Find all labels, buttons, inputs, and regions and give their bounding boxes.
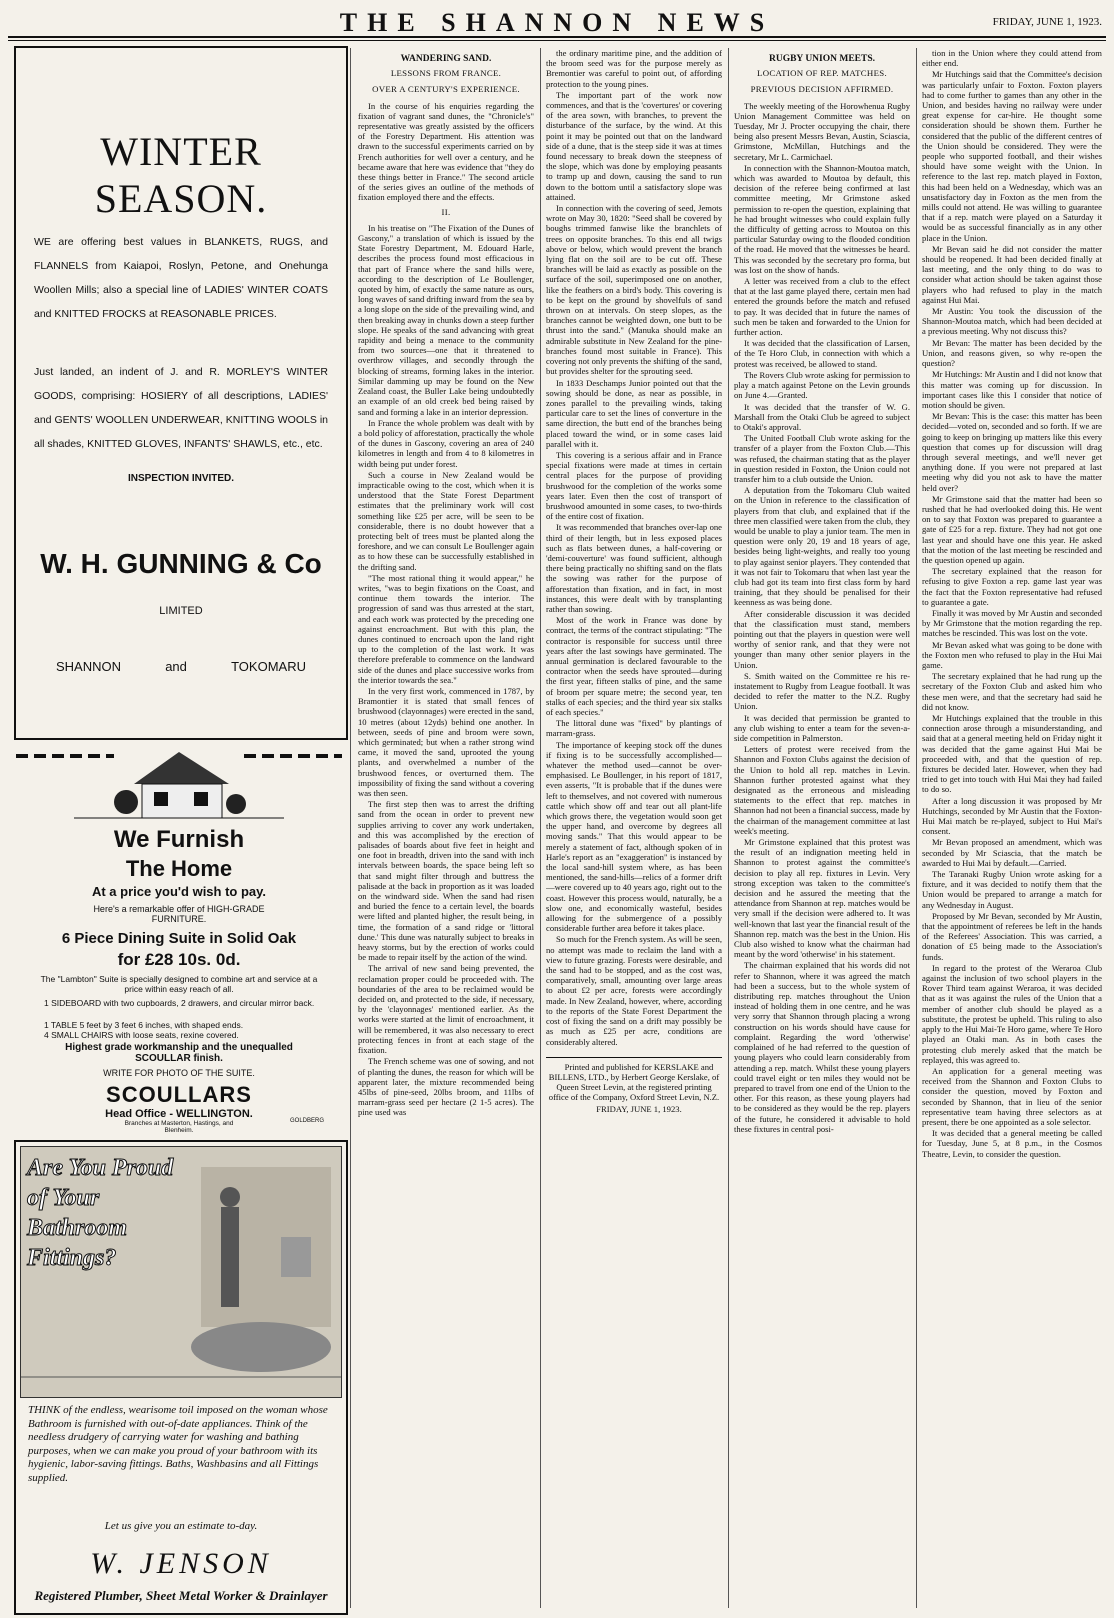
paragraph: The important part of the work now commences, and that is the 'covertures' or covering of the area sown, with branches, to prevent the disturbance of the surface, by the wind. At this point it may be pointed out that on the landward side of a dune, that is the steep side it was at times found necessary to break down the steepness of the slope, which was done by employing peasants to tramp up and down, causing the sand to run down to the bottom until a satisfactory slope was attained. xyxy=(546,89,722,202)
column-rule xyxy=(916,48,917,1608)
paragraph: Such a course in New Zealand would be impracticable owing to the cost, which when it is understood that the State Forest Department estimates that the preliminary work will cost something like £25 per acre, will be seen to be considerable, there is no doubt however that a protecting belt of trees must be planted along the foreshore, and we can consult Le Boullenger again as to how these can be successfully established in the drifting sand. xyxy=(358,469,534,572)
house-illustration xyxy=(14,744,344,824)
paragraph: S. Smith waited on the Committee re his re-instatement to Rugby from League football. It was decided to refer the matter to the N.Z. Rugby Union. xyxy=(734,670,910,712)
article-wandering-sand-cont xyxy=(546,48,722,1608)
ad-and: and xyxy=(165,659,187,674)
paragraph: It was decided that the transfer of W. G. Marshall from the Otaki Club be agreed to subject to Otaki's approval. xyxy=(734,401,910,432)
paragraph: "The most rational thing it would appear," he writes, "was to begin fixations on the Coast, and continue them towards the interior. The progression of sand was thus arrested at the start, and each work was protected by the preceding one against encroachment. But with this plan, the dunes continued to encroach upon the land right up to the completion of the last work. It was therefore preferable to commence on the landward side of the dunes and place successive works from the interior towards the sea." xyxy=(358,572,534,685)
paragraph: Mr Hutchings: Mr Austin and I did not know that this matter was coming up for discussion. In important cases like this I consider that notice of motion should be given. xyxy=(922,369,1102,410)
column-rule xyxy=(350,48,351,1608)
furnish-item-chairs: 4 SMALL CHAIRS with loose seats, rexine covered. xyxy=(44,1030,239,1040)
paragraph: The arrival of new sand being prevented, the reclamation proper could be proceeded with. The boundaries of the area to be reclaimed would be decided on, and protected to the side, if necessary, by the 'clayonnages' mentioned earlier. As the works were started at the limit of encroachment, it will be remembered, it was also necessary to erect protecting fences in front at each stage of the fixation. xyxy=(358,963,534,1056)
paragraph: In connection with the Shannon-Moutoa match, which was awarded to Moutoa by default, this decision of the referee being confirmed at last committee meeting, Mr Grimstone asked permission to re-open the question, explaining that he had brought witnesses who could explain fully the difficulty of getting across to Moutoa on this particular Saturday owing to the flooded condition of the road. He moved that the witnesses be heard. This was seconded by the secretary pro forma, but was lost on the show of hands. xyxy=(734,162,910,275)
scoullars-branches: Branches at Masterton, Hastings, and Blenheim. xyxy=(124,1120,234,1134)
paragraph: In France the whole problem was dealt with by a bold policy of afforestation, practically the whole of the dunes in Gascony, covering an area of 240 kilometres in length and from 4 to 8 kilometres in width being put under forest. xyxy=(358,417,534,469)
article-subheading: OVER A CENTURY'S EXPERIENCE. xyxy=(372,84,520,95)
jenson-text: THINK of the endless, wearisome toil imposed on the woman whose Bathroom is furnished with out-of-date appliances. Think of the needless drudgery of carrying water for washing and bathing purposes, when we can make you proud of your bathroom with its hygienic, labor-saving fittings. Baths, Washbasins and all Fittings supplied. xyxy=(28,1404,328,1484)
paragraph: The Rovers Club wrote asking for permission to play a match against Petone on the Levin grounds on June 4.—Granted. xyxy=(734,369,910,401)
furnish-line7: The "Lambton" Suite is specially designed to combine art and service at a price within easy reach of all. xyxy=(40,974,318,994)
scoullars-ad xyxy=(14,744,344,1134)
scoullars-office: Head Office - WELLINGTON. xyxy=(105,1108,253,1120)
paragraph: Mr Bevan said he did not consider the matter should be reopened. It had been decided finally at last meeting, and the only thing to do was to consider what action should be taken against those players who had refused to play in the match against Hui Mai. xyxy=(922,243,1102,305)
bathroom-caption: Are You Proud of Your Bathroom Fittings? xyxy=(27,1155,174,1271)
furnish-line4: Here's a remarkable offer of HIGH-GRADE FURNITURE. xyxy=(93,904,265,924)
furnish-item-table: 1 TABLE 5 feet by 3 feet 6 inches, with shaped ends. xyxy=(44,1020,244,1030)
paragraph: In his treatise on "The Fixation of the Dunes of Gascony," a translation of which is issued by the State Forestry Department, M. Edouard Harle, describes the process found most efficacious in that part of France where the sand hills were, according to the description of Le Boullenger, quoted by him, of exactly the same nature as ours, long waves of sand drifting inward from the sea by a long slope on the side of the prevailing wind, and then breaking away in chunks down a steep further slope. He speaks of the sand advancing with great rapidity and being a menace to the community from two sources—one that it threatened to overthrow villages, and secondly through the blocking of streams, forming lakes in the interior. Similar damming up may be found on the New Zealand coast, the Buller Lake being undoubtedly an example of an old creek bed being raised by sand and forming a lake in an interior depression. xyxy=(358,222,534,417)
furnish-line9: WRITE FOR PHOTO OF THE SUITE. xyxy=(103,1068,255,1078)
article-wandering-sand xyxy=(358,48,534,1608)
furnish-line5: 6 Piece Dining Suite in Solid Oak xyxy=(61,930,297,947)
paragraph: The French scheme was one of sowing, and not of planting the dunes, the reason for which will be apparent later, the mixture recommended being 45lbs of pine-seed, 20lbs broom, and 11lbs of marram-grass seed per hectare (2 1-5 acres). The pine used was xyxy=(358,1056,534,1118)
jenson-estimate: Let us give you an estimate to-day. xyxy=(104,1520,258,1532)
section-number: II. xyxy=(441,206,451,217)
paragraph: Mr Bevan: The matter has been decided by the Union, and reasons given, so why re-open the question? xyxy=(922,337,1102,369)
paragraph: Mr Hutchings said that the Committee's decision was particularly unfair to Foxton. Foxton players had to come further to games than any other in the Union, and besides having no railway were under great expense for car-hire. He thought some consideration should be shown them. Further he considered that the public of the different centres of the Union should be considered. They were the people who supported football, and their wishes should have some weight with the Union. In reference to the last rep. match played in Foxton, this had been held on a Wednesday, which was an unsatisfactory day in Foxton as the men from the mills could not attend. He was willing to guarantee that if a rep. match were played on a Saturday it would be as successful financially as in any other place in the Union. xyxy=(922,69,1102,243)
imprint-date: FRIDAY, JUNE 1, 1923. xyxy=(596,1103,682,1114)
paragraph: Mr Bevan: This is the case: this matter has been decided—voted on, seconded and so forth. If we are going to keep on bringing up matters like this every question that comes up for discussion will drag through several meetings, and we'll never get anything done. If you were not prepared at last meeting why did you not ask to have the matter held over? xyxy=(922,411,1102,493)
paragraph: The littoral dune was "fixed" by plantings of marram-grass. xyxy=(546,718,722,739)
paragraph: In regard to the protest of the Weraroa Club against the inclusion of two school players in the Rover Third team against Weraroa, it was decided that as it was against the rules of the Union that a member of another club should be played as a substitute, the protest be upheld. This ruling to also apply to the Hui Mai-Te Horo game, where Te Horo played an Otaki man. As in both cases the protesting club merely asked that the match be replayed, this was agreed to. xyxy=(922,962,1102,1065)
paragraph: The Taranaki Rugby Union wrote asking for a fixture, and it was decided to notify them that the Union would be prepared to arrange a match for any Wednesday in August. xyxy=(922,869,1102,910)
article-headline: WANDERING SAND. xyxy=(400,54,492,64)
paragraph: The secretary explained that he had rung up the secretary of the Foxton Club and asked him who these men were, and that the secretary had said he did not know. xyxy=(922,671,1102,712)
ad-town-tokomaru: TOKOMARU xyxy=(231,659,306,674)
paragraph: Proposed by Mr Bevan, seconded by Mr Austin, that the appointment of referees be left in the hands of the Referees' Association. This was carried, a donation of £5 being made to the Association's funds. xyxy=(922,910,1102,962)
paragraph: The chairman explained that his words did not refer to Shannon, where it was agreed the match had been a success, but to the whole system of distributing rep. matches throughout the Union instead of holding them in one centre, and he was very sorry that Shannon through placing a wrong construction on his words should have cause for complaint. Regarding the word 'otherwise' complained of he had referred to the question of young players who could learn considerably from attending a rep. match. Whilst these young players could travel eight or ten miles they would not be prepared to travel from one end of the Union to the other. For this reason, as these young players had to be considered as they would be the rep. players of the future, he considered it advisable to hold these fixtures in central posi- xyxy=(734,960,910,1134)
paragraph: So much for the French system. As will be seen, no attempt was made to reclaim the land with a view to future grazing. Forests were desirable, and the sand had to be stopped, and as the cost was, comparatively, small, amounting over large areas to about £2 per acre, forests were accordingly made. In New Zealand, however, where, according to the reports of the State Forest Department the cost of fixing the sand on a drift may possibly be as much as £25 per acre, conditions are considerably altered. xyxy=(546,934,722,1047)
paragraph: The weekly meeting of the Horowhenua Rugby Union Management Committee was held on Tuesday, Mr J. Procter occupying the chair, there being also present Messrs Bevan, Austin, Sciascia, Grimstone, McMillan, Hutchings and the secretary, Mr L. Carmichael. xyxy=(734,100,910,162)
paragraph: The first step then was to arrest the drifting sand from the ocean in order to prevent new supplies arriving to cover any work undertaken, and this was accomplished by the erection of palisades of boards about five feet in height and one foot in breadth, driven into the sand with inch intervals between boards, the space being left so that sand might filter through and buttress the palisade at the back in proportion as it was loaded on the windward side. When the sand had risen and buried the fence to a certain level, the boards were lifted and planted higher, the result being, in time, the formation of a sand ridge or 'littoral dune.' This dune was naturally subject to breaks in heavy storms, but by the erection of works could be made to repair itself by the action of the wind. xyxy=(358,799,534,963)
paragraph: It was recommended that branches over-lap one third of their length, but in less exposed places such as flats between dunes, a half-covering or 'demi-couverture' was found sufficient, although there being practically no shifting sand on the flats the sowing was rather for the purpose of afforestation than fixation, and in fact, in most instances, this were dealt with by transplanting rather than sowing. xyxy=(546,522,722,614)
furnish-line3: At a price you'd wish to pay. xyxy=(91,884,267,899)
column-rule xyxy=(540,48,541,1608)
ad-limited: LIMITED xyxy=(159,605,203,617)
bathroom-illustration xyxy=(20,1146,342,1398)
paragraph: Mr Grimstone explained that this protest was the result of an indignation meeting held in Shannon to protest against the committee's decision to play all rep. fixtures in Levin. Very strong exception was taken to the committee's decision and he assured the meeting that the attendance from Shannon at rep. matches would be very small if the decision were adhered to. It was well-known that last year the financial result of the Shannon rep. match was the best in the Union. His Club also wished to know what the chairman had meant by the word 'otherwise' in his statement. xyxy=(734,837,910,960)
issue-date: FRIDAY, JUNE 1, 1923. xyxy=(992,16,1102,28)
paragraph: Mr Bevan proposed an amendment, which was seconded by Mr Sciascia, that the match be awarded to Hui Mai by default.—Carried. xyxy=(922,837,1102,868)
masthead xyxy=(8,6,1106,38)
paragraph: In the very first work, commenced in 1787, by Bramontier it is stated that small fences of brushwood (clayonnages) were erected in the sand, 10 metres (about 12yds) behind one another. In between, seeds of pine and broom were sown, which germinated; but when a rather strong wind came, it moved the sand, uprooted the young plants, and overwhelmed a number of the brushwood fences, or overturned them. The impossibility of fixing the sand without a covering was then seen. xyxy=(358,685,534,799)
paragraph: Mr Bevan asked what was going to be done with the Foxton men who refused to play in the Hui Mai game. xyxy=(922,639,1102,670)
paragraph: After a long discussion it was proposed by Mr Hutchings, seconded by Mr Austin that the Foxton-Hui Mai match be re-played, subject to Hui Mai's consent. xyxy=(922,795,1102,837)
ad-firm-name: W. H. GUNNING & Co xyxy=(40,548,322,579)
masthead-rule xyxy=(8,40,1106,41)
paragraph: A deputation from the Tokomaru Club waited on the Union in reference to the classification of players from that club, and explained that if the three men classified were taken from the club, they would be unable to play a junior team. The men in question were only 20, 19 and 18 years of age, besides being light-weights, and really too young to play against senior players. They contended that it was not fair to Tokomaru that when last year the club had got its team into first class form by hard training, that they should be penalised for their keenness as was being done. xyxy=(734,485,910,608)
paragraph: Mr Grimstone said that the matter had been so rushed that he had overlooked doing this. He went on to say that Foxton was prepared to guarantee a gate of £25 for a rep. fixture. They had not got one last year and should have one this year. He asked that the motion of the last meeting be rescinded and the question opened up again. xyxy=(922,493,1102,565)
ad-invitation: INSPECTION INVITED. xyxy=(127,473,235,484)
furnish-line8: Highest grade workmanship and the unequalled SCOULLAR finish. xyxy=(65,1042,293,1064)
jenson-role: Registered Plumber, Sheet Metal Worker & Drainlayer xyxy=(34,1588,328,1603)
furnish-line2: The Home xyxy=(125,856,233,881)
paragraph: It was decided that a general meeting be called for Tuesday, June 5, at 8 p.m., in the Cosmos Theatre, Levin, to consider the question. xyxy=(922,1128,1102,1159)
paragraph: In the course of his enquiries regarding the fixation of vagrant sand dunes, the "Chronicle's" representative was greatly assisted by the officers of the Forestry Department. His attention was drawn to the successful experiments carried on by French authorities for well over a century, and he became aware that here was evidence that "they do these things better in France." The second article of the series gives an outline of the methods of fixation employed there and the effects. xyxy=(358,100,534,203)
paragraph: tion in the Union where they could attend from either end. xyxy=(922,48,1102,69)
furnish-item-sideboard: 1 SIDEBOARD with two cupboards, 2 drawers, and circular mirror back. xyxy=(44,998,315,1008)
ad-paragraph-offer: WE are offering best values in BLANKETS, RUGS, and FLANNELS from Kaiapoi, Roslyn, Petone, and Onehunga Woollen Mills; also a special line of LADIES' WINTER COATS and KNITTED FROCKS at REASONABLE PRICES. xyxy=(34,236,328,320)
artist-signature: GOLDBERG xyxy=(289,1118,324,1124)
column-rule xyxy=(728,48,729,1608)
article-subheading: LOCATION OF REP. MATCHES. xyxy=(757,68,887,79)
publisher-imprint: Printed and published for KERSLAKE and BILLENS, LTD., by Herbert George Kerslake, of Queen Street Levin, at the registered printing office of the Company, Oxford Street Levin, N.Z. xyxy=(546,1057,722,1103)
paragraph: This covering is a serious affair and in France special fixations were made at times in certain central places for the purpose of providing brushwood for the completion of the works some years later. Even then the cost of transport of brushwood amounted in some cases, to two-thirds of the entire cost of fixation. xyxy=(546,449,722,522)
article-rugby-union xyxy=(734,48,910,1608)
paragraph: A letter was received from a club to the effect that at the last game played there, certain men had entered the grounds before the match and refused to pay. It was decided that in future the names of such men be taken and forwarded to the Union for further action. xyxy=(734,276,910,338)
paragraph: the ordinary maritime pine, and the addition of the broom seed was for the purpose merely as Bremontier was careful to point out, of affording protection to the young pines. xyxy=(546,48,722,89)
paragraph: Mr Austin: You took the discussion of the Shannon-Moutoa match, which had been decided at a previous meeting. Why not discuss this? xyxy=(922,306,1102,337)
article-subheading: LESSONS FROM FRANCE. xyxy=(390,68,502,79)
furnish-line1: We Furnish xyxy=(113,826,245,853)
paragraph: The importance of keeping stock off the dunes if fixing is to be successfully accomplished—whatever the method used—cannot be over-emphasised. Le Boullenger, in his report of 1817, even asserts, "It is probable that if the dunes were left to themselves, and not covered with numerous cattle which show off and tear out all plant-life which grows there, the vegetation would soon get the upper hand, and overcome by degrees all moving sands." That this would appear to be merely a statement of fact, although spoken of in Harle's report as an "exaggeration" is instanced by the local sand-hill system where, as has been mentioned, the sand-hills—relics of a former drift—were covered up to 40 years ago, right out to the coast. However this process would, naturally, be a slow one, and economically wasteful, besides allowing for the submergence of a possibly considerable further area before it takes place. xyxy=(546,739,722,934)
paragraph: Mr Hutchings explained that the trouble in this connection arose through a misunderstanding, and said that at a general meeting held on Friday night it was decided that the game against Hui Mai be proceeded with, and that the question of rep. fixtures be decided later. However, when they had tried to get into touch with Hui Mai they had failed to do so. xyxy=(922,713,1102,795)
paragraph: In connection with the covering of seed, Jemots wrote on May 30, 1820: "Seed shall be covered by boughs trimmed fanwise like the branchlets of trees on opposite branches. To this end all twigs above or below, which would prevent the branch lying flat on the soil are to be cut off. These branches will be laid as exactly as possible on the surface of the soil, superimposed one on another, like the feathers on a bird's body. This covering is to be kept on the ground by shovelfuls of sand thrown on at intervals. On steep slopes, as the branches cannot be weighted down, one butt to be thrust into the sand." (Manuka should make an admirable substitute in New Zealand for the pine-branches found most suitable in France). This covering not only prevents the shifting of the sand, but provides shelter for the sprouting seed. xyxy=(546,203,722,377)
paragraph: The secretary explained that the reason for refusing to give Foxton a rep. game last year was the fact that the Foxton representative had refused to guarantee a gate. xyxy=(922,566,1102,607)
jenson-name: W. JENSON xyxy=(90,1547,272,1580)
ad-locations xyxy=(56,659,306,674)
article-rugby-union-cont xyxy=(922,48,1102,1608)
article-subheading: PREVIOUS DECISION AFFIRMED. xyxy=(750,84,894,95)
paragraph: It was decided that the classification of Larsen, of the Te Horo Club, in connection with which a protest was received, be allowed to stand. xyxy=(734,338,910,369)
paragraph: The United Football Club wrote asking for the transfer of a player from the Foxton Club.—This was refused, the chairman stating that as the player in question resided in Foxton, the Union could not transfer him to a club outside the Union. xyxy=(734,433,910,484)
winter-season-ad xyxy=(14,46,348,740)
ad-town-shannon: SHANNON xyxy=(56,659,122,674)
paragraph: In 1833 Deschamps Junior pointed out that the sowing should be done, as near as possible, in zones parallel to the prevailing winds, taking particular care to set the lines of converture in the same direction, the butt end of the branches being placed toward the wind, or in some cases laid parallel with it. xyxy=(546,377,722,449)
newspaper-title: THE SHANNON NEWS xyxy=(339,8,775,37)
scoullars-name: SCOULLARS xyxy=(106,1082,252,1107)
paragraph: Finally it was moved by Mr Austin and seconded by Mr Grimstone that the motion regarding the rep. matches be rescinded. This was lost on the vote. xyxy=(922,607,1102,639)
jenson-ad xyxy=(14,1140,348,1615)
furnish-price: for £28 10s. 0d. xyxy=(117,950,241,969)
paragraph: An application for a general meeting was received from the Shannon and Foxton Clubs to consider the question, moved by Foxton and seconded by Shannon, that in lieu of the senior representative team having three selectors as at present, there be one appointed as a sole selector. xyxy=(922,1065,1102,1127)
ad-paragraph-indent: Just landed, an indent of J. and R. MORLEY'S WINTER GOODS, comprising: HOSIERY of all descriptions, LADIES' and GENTS' WOOLLEN UNDERWEAR, KNITTING WOOLS in all shades, KNITTED GLOVES, INFANTS' SHAWLS, etc., etc. xyxy=(34,366,328,450)
paragraph: After considerable discussion it was decided that the classification must stand, members pointing out that the players in question were well worthy of senior rank, and that they were not younger than many other senior players in the Union. xyxy=(734,608,910,670)
article-headline: RUGBY UNION MEETS. xyxy=(768,54,875,64)
paragraph: It was decided that permission be granted to any club wishing to enter a team for the seven-a-side competition in Palmerston. xyxy=(734,712,910,743)
ad-headline: WINTER SEASON. xyxy=(94,129,268,221)
paragraph: Letters of protest were received from the Shannon and Foxton Clubs against the decision of the Union to hold all rep. matches in Levin. Shannon further protested against what they designated as the erroneous and misleading statements to the effect that rep. matches in Shannon had not been a financial success, made by the chairman of the management committee at last week's meeting. xyxy=(734,744,910,836)
paragraph: Most of the work in France was done by contract, the terms of the contract stipulating: "The contractor is responsible for success until three years after the last sowings have germinated. The annual germination is declared favourable to the contractor when the seeds have sprouted—during the first year, fifteen stalks of pine, and the same of broom per square metre; the second year, ten stalks of each species; and the third year six stalks of each species." xyxy=(546,615,722,717)
